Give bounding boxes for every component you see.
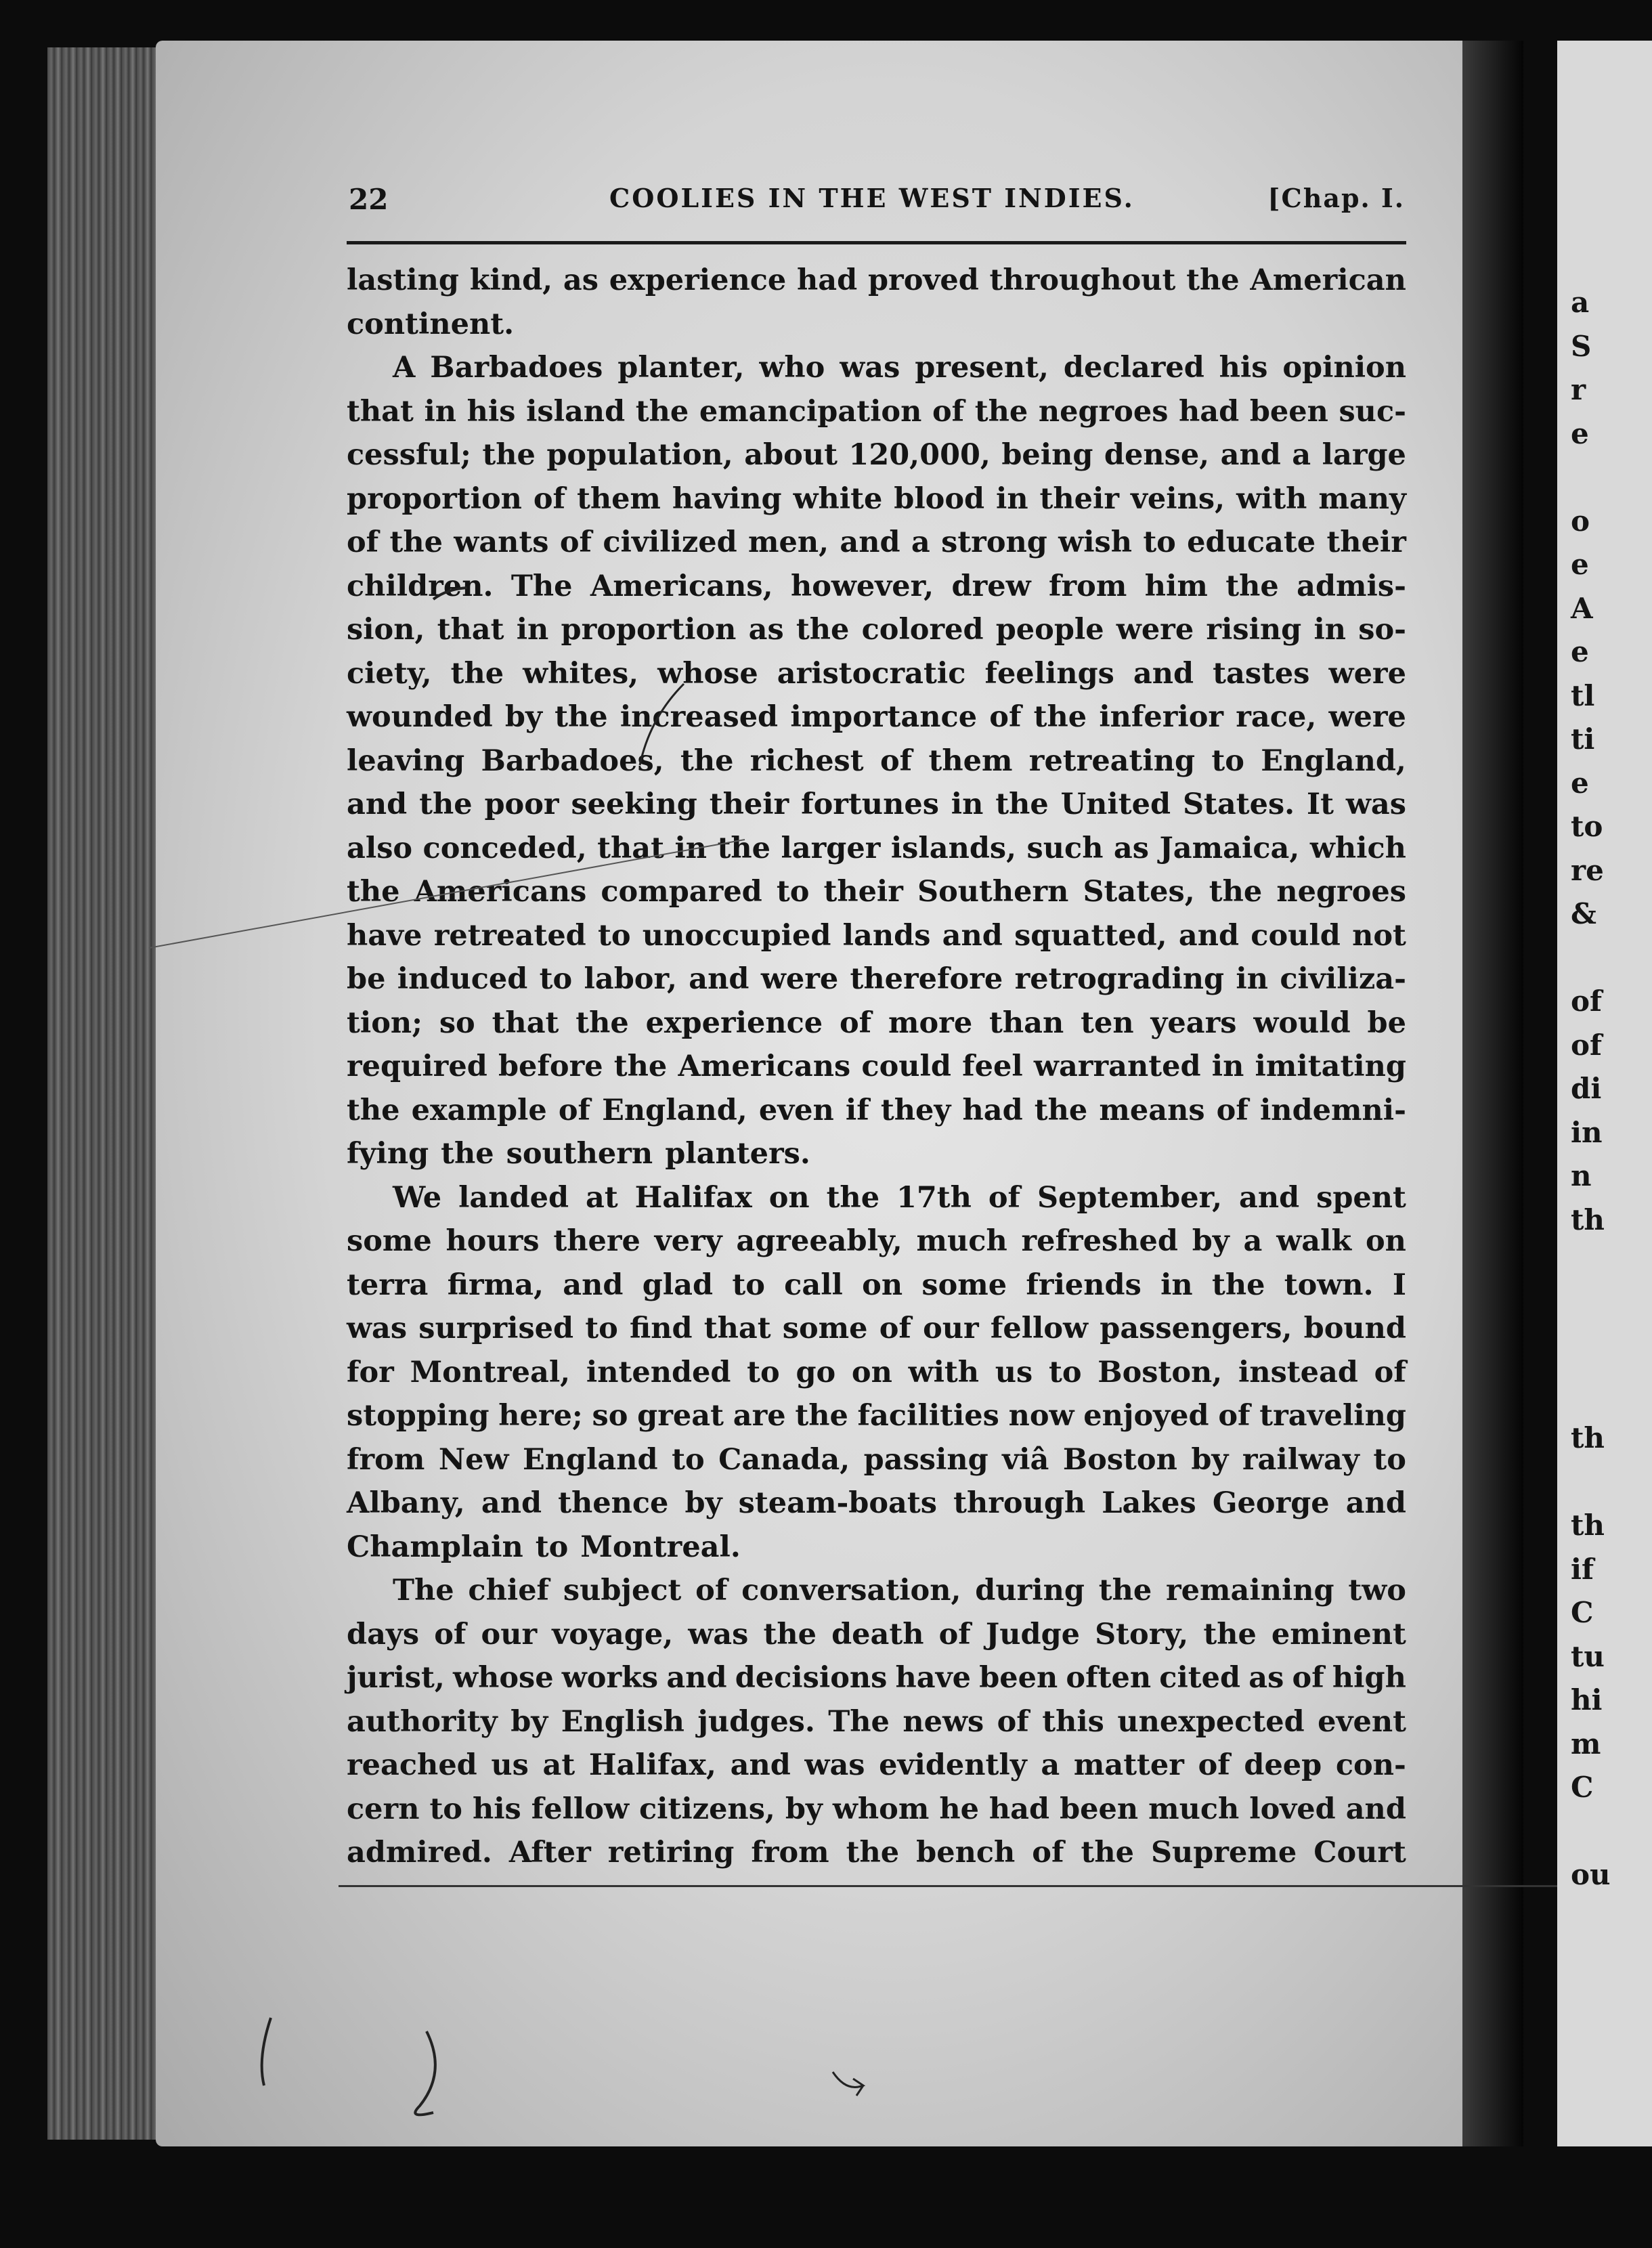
- text-line: the Americans compared to their Southern States, the negroes: [347, 875, 1406, 909]
- facing-page-fragment: tu: [1571, 1639, 1605, 1673]
- facing-page-edge: [1557, 41, 1652, 2146]
- text-line: that in his island the emancipation of the negroes had been suc-: [347, 394, 1406, 429]
- text-line: Albany, and thence by steam-boats through Lakes George and: [347, 1486, 1406, 1520]
- facing-page-fragment: S: [1571, 329, 1592, 363]
- text-line: fying the southern planters.: [347, 1137, 810, 1171]
- text-line: was surprised to find that some of our fellow passengers, bound: [347, 1312, 1406, 1345]
- text-line: cessful; the population, about 120,000, being dense, and a large: [347, 438, 1406, 472]
- facing-page-fragment: if: [1571, 1552, 1594, 1586]
- facing-page-fragment: e: [1571, 766, 1589, 800]
- facing-page-fragment: a: [1571, 286, 1590, 319]
- text-line: be induced to labor, and were therefore retrograding in civiliza-: [347, 962, 1406, 996]
- text-line: We landed at Halifax on the 17th of September, and spent: [393, 1180, 1406, 1215]
- text-line: jurist, whose works and decisions have been often cited as of high: [347, 1661, 1406, 1695]
- facing-page-fragment: &: [1571, 897, 1596, 930]
- text-line: have retreated to unoccupied lands and squatted, and could not: [347, 918, 1406, 953]
- text-line: some hours there very agreeably, much refreshed by a walk on: [347, 1224, 1406, 1258]
- scan-artifact-line: [339, 1885, 1557, 1887]
- text-line: A Barbadoes planter, who was present, declared his opinion: [393, 351, 1406, 385]
- text-line: proportion of them having white blood in their veins, with many: [347, 481, 1406, 516]
- facing-page-fragment: th: [1571, 1203, 1605, 1236]
- header-rule: [347, 241, 1406, 244]
- text-line: leaving Barbadoes, the richest of them retreating to England,: [347, 743, 1406, 778]
- text-line: children. The Americans, however, drew from him the admis-: [347, 569, 1406, 603]
- text-line: sion, that in proportion as the colored people were rising in so-: [347, 613, 1406, 647]
- facing-page-fragment: o: [1571, 504, 1590, 538]
- facing-page-fragment: r: [1571, 373, 1586, 406]
- facing-page-fragment: di: [1571, 1072, 1602, 1105]
- page-number: 22: [349, 183, 389, 216]
- text-line: for Montreal, intended to go on with us to Boston, instead of: [347, 1355, 1406, 1389]
- facing-page-fragment: C: [1571, 1771, 1594, 1804]
- text-line: required before the Americans could feel warranted in imitating: [347, 1050, 1406, 1083]
- facing-page-fragment: th: [1571, 1421, 1605, 1454]
- facing-page-fragment: re: [1571, 853, 1604, 887]
- facing-page-fragment: C: [1571, 1596, 1594, 1629]
- text-line: of the wants of civilized men, and a strong wish to educate their: [347, 525, 1406, 559]
- gutter-shadow: [1462, 41, 1523, 2146]
- facing-page-fragment: e: [1571, 416, 1589, 450]
- facing-page-fragment: in: [1571, 1115, 1603, 1149]
- text-line: wounded by the increased importance of the inferior race, were: [347, 700, 1406, 734]
- facing-page-fragment: m: [1571, 1727, 1601, 1760]
- facing-page-fragment: of: [1571, 1028, 1603, 1062]
- facing-page-fragment: ti: [1571, 722, 1595, 756]
- facing-page-fragment: e: [1571, 635, 1589, 668]
- facing-page-fragment: th: [1571, 1509, 1605, 1542]
- running-head: [349, 183, 1405, 230]
- text-line: cern to his fellow citizens, by whom he had been much loved and: [347, 1792, 1406, 1826]
- facing-page-fragment: A: [1571, 591, 1593, 625]
- text-line: the example of England, even if they had the means of indemni-: [347, 1093, 1406, 1127]
- text-line: admired. After retiring from the bench of the Supreme Court: [347, 1836, 1406, 1869]
- text-line: Champlain to Montreal.: [347, 1530, 741, 1564]
- text-line: and the poor seeking their fortunes in the United States. It was: [347, 787, 1406, 821]
- text-line: lasting kind, as experience had proved throughout the American: [347, 263, 1406, 297]
- text-line: authority by English judges. The news of this unexpected event: [347, 1704, 1406, 1739]
- text-line: tion; so that the experience of more than ten years would be: [347, 1006, 1406, 1040]
- facing-page-fragment: hi: [1571, 1683, 1603, 1716]
- facing-page-fragment: n: [1571, 1159, 1592, 1192]
- facing-page-fragment: to: [1571, 810, 1603, 843]
- text-line: The chief subject of conversation, during the remaining two: [393, 1574, 1406, 1607]
- text-line: reached us at Halifax, and was evidently a matter of deep con-: [347, 1748, 1406, 1782]
- facing-page-fragment: ou: [1571, 1858, 1611, 1891]
- running-title: COOLIES IN THE WEST INDIES.: [609, 183, 1135, 213]
- text-line: also conceded, that in the larger islands, such as Jamaica, which: [347, 831, 1406, 865]
- text-line: ciety, the whites, whose aristocratic feelings and tastes were: [347, 656, 1406, 691]
- text-line: from New England to Canada, passing viâ Boston by railway to: [347, 1442, 1406, 1477]
- facing-page-fragment: of: [1571, 985, 1603, 1018]
- facing-page-fragment: e: [1571, 548, 1589, 581]
- body-text: [347, 259, 1406, 1875]
- text-line: days of our voyage, was the death of Judge Story, the eminent: [347, 1617, 1406, 1651]
- chapter-marker: [Chap. I.: [1267, 183, 1405, 213]
- text-line: continent.: [347, 307, 515, 341]
- text-line: stopping here; so great are the facilities now enjoyed of traveling: [347, 1399, 1406, 1433]
- facing-page-fragment: tl: [1571, 678, 1595, 712]
- text-line: terra firma, and glad to call on some friends in the town. I: [347, 1268, 1406, 1302]
